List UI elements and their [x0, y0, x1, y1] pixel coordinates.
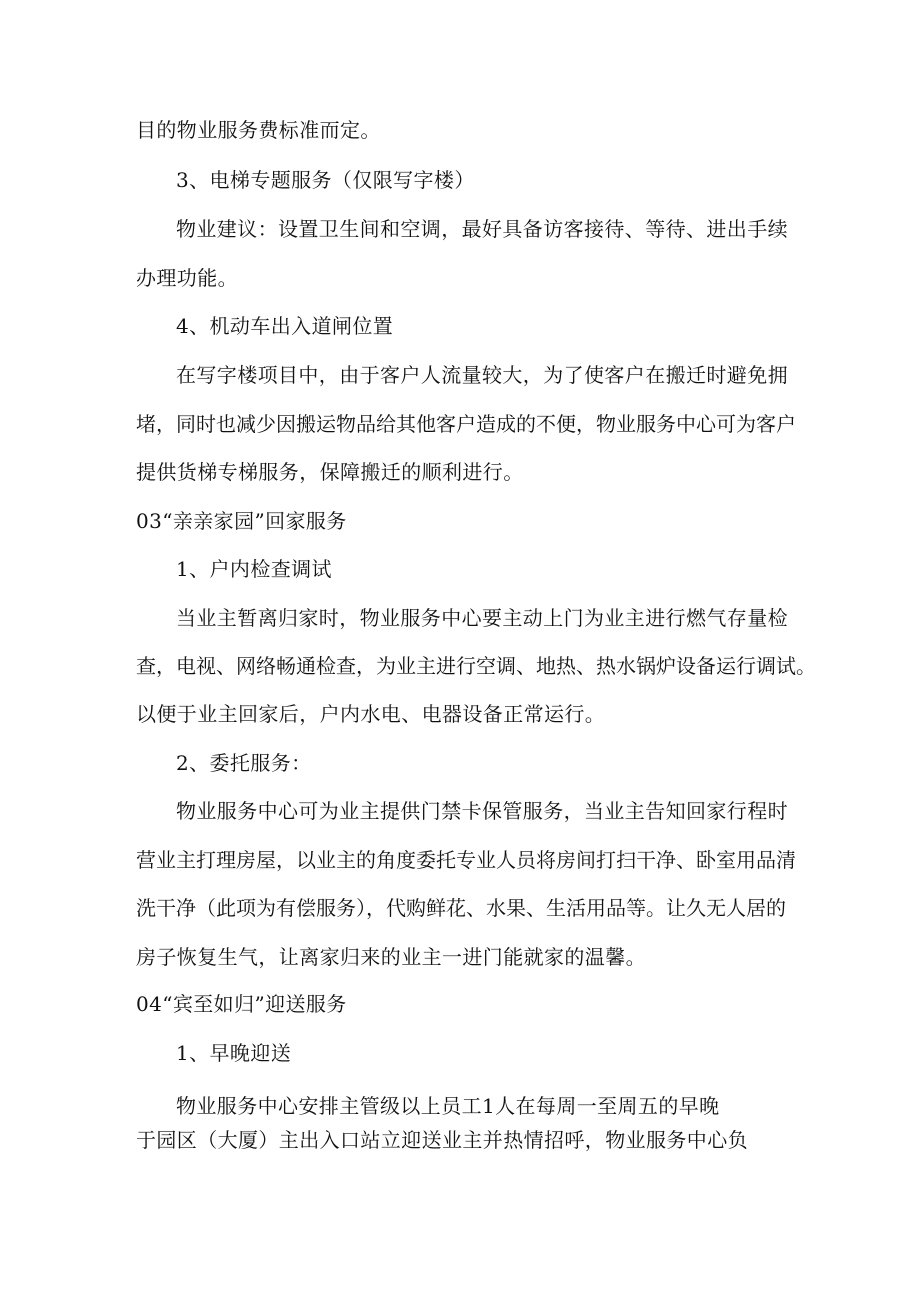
section-heading: 3、电梯专题服务（仅限写字楼）: [176, 168, 475, 192]
paragraph-line: 营业主打理房屋，以业主的角度委托专业人员将房间打扫干净、卧室用品清: [136, 848, 796, 872]
paragraph-line: 目的物业服务费标准而定。: [136, 118, 381, 142]
chapter-heading: 03“亲亲家园”回家服务: [136, 509, 347, 533]
paragraph-line: 物业服务中心安排主管级以上员工1人在每周一至周五的早晚: [176, 1094, 720, 1118]
section-heading: 1、户内检查调试: [176, 557, 332, 581]
section-heading: 1、早晚迎送: [176, 1041, 292, 1065]
paragraph-line: 查，电视、网络畅通检查，为业主进行空调、地热、热水锅炉设备运行调试。: [136, 654, 816, 678]
paragraph-line: 堵，同时也减少因搬运物品给其他客户造成的不便，物业服务中心可为客户: [136, 412, 796, 436]
paragraph-line: 在写字楼项目中，由于客户人流量较大，为了使客户在搬迁时避免拥: [176, 363, 788, 387]
paragraph-line: 物业服务中心可为业主提供门禁卡保管服务，当业主告知回家行程时: [176, 799, 788, 823]
paragraph-line: 当业主暂离归家时，物业服务中心要主动上门为业主进行燃气存量检: [176, 606, 788, 630]
paragraph-line: 房子恢复生气，让离家归来的业主一进门能就家的温馨。: [136, 945, 646, 969]
paragraph-line: 洗干净（此项为有偿服务），代购鲜花、水果、生活用品等。让久无人居的: [136, 896, 786, 920]
paragraph-line: 物业建议：设置卫生间和空调，最好具备访客接待、等待、进出手续: [176, 217, 788, 241]
paragraph-line: 提供货梯专梯服务，保障搬迁的顺利进行。: [136, 460, 524, 484]
section-heading: 4、机动车出入道闸位置: [176, 314, 394, 338]
section-heading: 2、委托服务：: [176, 751, 312, 775]
paragraph-line: 以便于业主回家后，户内水电、电器设备正常运行。: [136, 702, 606, 726]
chapter-heading: 04“宾至如归”迎送服务: [136, 992, 347, 1016]
paragraph-line: 于园区（大厦）主出入口站立迎送业主并热情招呼，物业服务中心负: [136, 1128, 748, 1152]
paragraph-line: 办理功能。: [136, 266, 238, 290]
